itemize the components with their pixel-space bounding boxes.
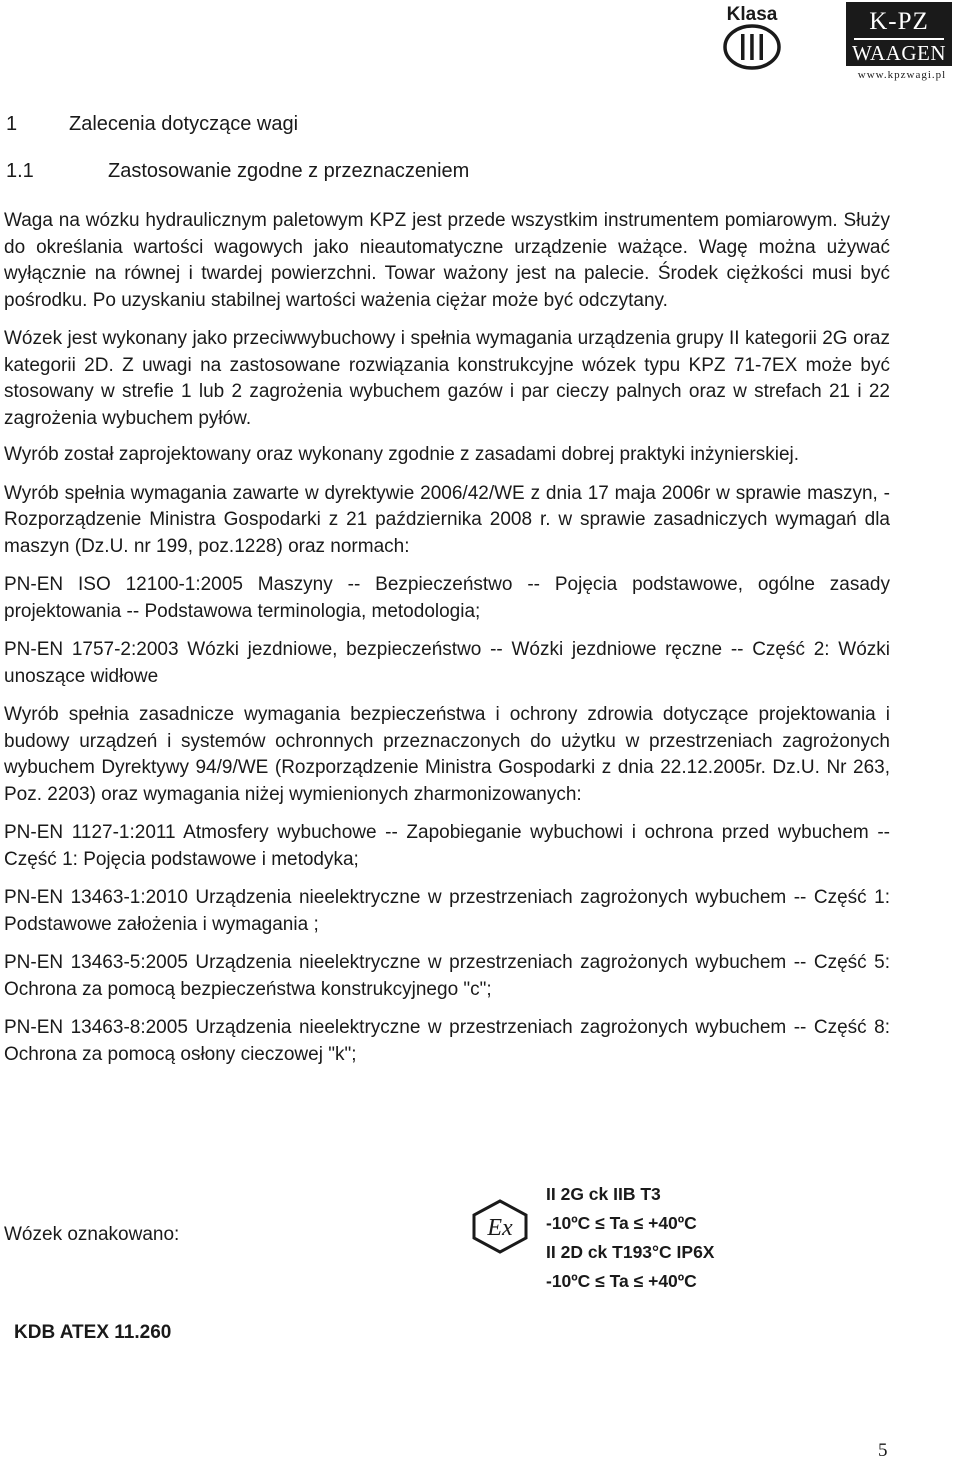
standard-en-13463-8: PN-EN 13463-8:2005 Urządzenia nieelektryczne w przestrzeniach zagrożonych wybuchem -- Część 8: Ochrona za pomocą osłony cieczowej "k";: [4, 1017, 890, 1065]
section-heading-1-1: [6, 160, 469, 183]
klasa-logo: [722, 2, 794, 72]
paragraph-intended-use: Waga na wózku hydraulicznym paletowym KPZ jest przede wszystkim instrumentem pomiarowym. Służy do określania wartości wagowych jako nieautomatyczne urządzenie ważące. Wagę można używać wyłącznie na równej i twardej powierzchni. Towar ważony jest na palecie. Środek ciężkości musi być pośrodku. Po uzyskaniu stabilnej wartości ważenia ciężar może być odczytany.: [4, 210, 890, 311]
kpz-logo-box: [846, 2, 952, 66]
standard-en-1127: PN-EN 1127-1:2011 Atmosfery wybuchowe -- Zapobieganie wybuchowi i ochrona przed wybuchem -- Część 1: Pojęcia podstawowe i metodyka;: [4, 822, 890, 870]
paragraph-explosion-proof: Wózek jest wykonany jako przeciwwybuchowy i spełnia wymagania urządzenia grupy II kategorii 2G oraz kategorii 2D. Z uwagi na zastosowane rozwiązania konstrukcyjne wózek typu KPZ 71-7EX może być stosowany w strefie 1 lub 2 zagrożenia wybuchem gazów i par cieczy palnych oraz w strefach 21 i 22 zagrożenia wybuchem pyłów.: [4, 328, 890, 429]
marking-line-temp-dust: -10ºC ≤ Ta ≤ +40ºC: [546, 1271, 697, 1291]
ex-symbol-text: Ex: [487, 1215, 513, 1241]
document-body: [4, 208, 890, 1068]
kpz-logo-bottom: WAAGEN: [852, 41, 946, 65]
subsection-number: 1.1: [6, 160, 34, 182]
marking-codes: [546, 1180, 714, 1296]
marking-line-gas: II 2G ck IIB T3: [546, 1184, 661, 1204]
paragraph-machinery-directive: Wyrób spełnia wymagania zawarte w dyrektywie 2006/42/WE z dnia 17 maja 2006r w sprawie maszyn, - Rozporządzenie Ministra Gospodarki z 21 października 2008 r. w sprawie zasadniczych wymagań dla maszyn (Dz.U. nr 199, poz.1228) oraz normach:: [4, 482, 890, 557]
standard-en-13463-1: PN-EN 13463-1:2010 Urządzenia nieelektryczne w przestrzeniach zagrożonych wybuchem -- Część 1: Podstawowe założenia i wymagania ;: [4, 887, 890, 935]
klasa-oval-icon: [722, 24, 782, 70]
section-heading-1: [6, 113, 298, 136]
standard-en-1757: PN-EN 1757-2:2003 Wózki jezdniowe, bezpieczeństwo -- Wózki jezdniowe ręczne -- Część 2: Wózki unoszące widłowe: [4, 639, 890, 687]
standard-iso-12100: PN-EN ISO 12100-1:2005 Maszyny -- Bezpieczeństwo -- Pojęcia podstawowe, ogólne zasady projektowania -- Podstawowa terminologia, metodologia;: [4, 574, 890, 622]
paragraph-engineering-practice: Wyrób został zaprojektowany oraz wykonany zgodnie z zasadami dobrej praktyki inżynierskiej.: [4, 444, 800, 465]
klasa-label: Klasa: [726, 4, 778, 25]
kpz-logo-divider: [854, 38, 944, 40]
certificate-number: KDB ATEX 11.260: [14, 1322, 172, 1343]
kpz-logo-top: K-PZ: [869, 8, 929, 35]
ex-hexagon-icon: [470, 1198, 530, 1254]
marking-label: Wózek oznakowano:: [4, 1224, 180, 1245]
section-title: Zalecenia dotyczące wagi: [69, 113, 299, 135]
section-number: 1: [6, 113, 18, 135]
page-number: 5: [878, 1440, 888, 1461]
paragraph-atex-directive: Wyrób spełnia zasadnicze wymagania bezpieczeństwa i ochrony zdrowia dotyczące projektowania i budowy urządzeń i systemów ochronnych przeznaczonych do użytku w przestrzeniach zagrożonych wybuchem Dyrektywy 94/9/WE (Rozporządzenie Ministra Gospodarki z dnia 22.12.2005r. Dz.U. Nr 263, Poz. 2203) oraz wymagania niżej wymienionych zharmonizowanych:: [4, 704, 890, 805]
subsection-title: Zastosowanie zgodne z przeznaczeniem: [108, 160, 470, 182]
kpz-waagen-logo: [846, 2, 956, 86]
marking-line-temp-gas: -10ºC ≤ Ta ≤ +40ºC: [546, 1213, 697, 1233]
standard-en-13463-5: PN-EN 13463-5:2005 Urządzenia nieelektryczne w przestrzeniach zagrożonych wybuchem -- Część 5: Ochrona za pomocą bezpieczeństwa konstrukcyjnego "c";: [4, 952, 890, 1000]
marking-line-dust: II 2D ck T193°C IP6X: [546, 1242, 715, 1262]
kpz-logo-url: www.kpzwagi.pl: [857, 69, 947, 81]
